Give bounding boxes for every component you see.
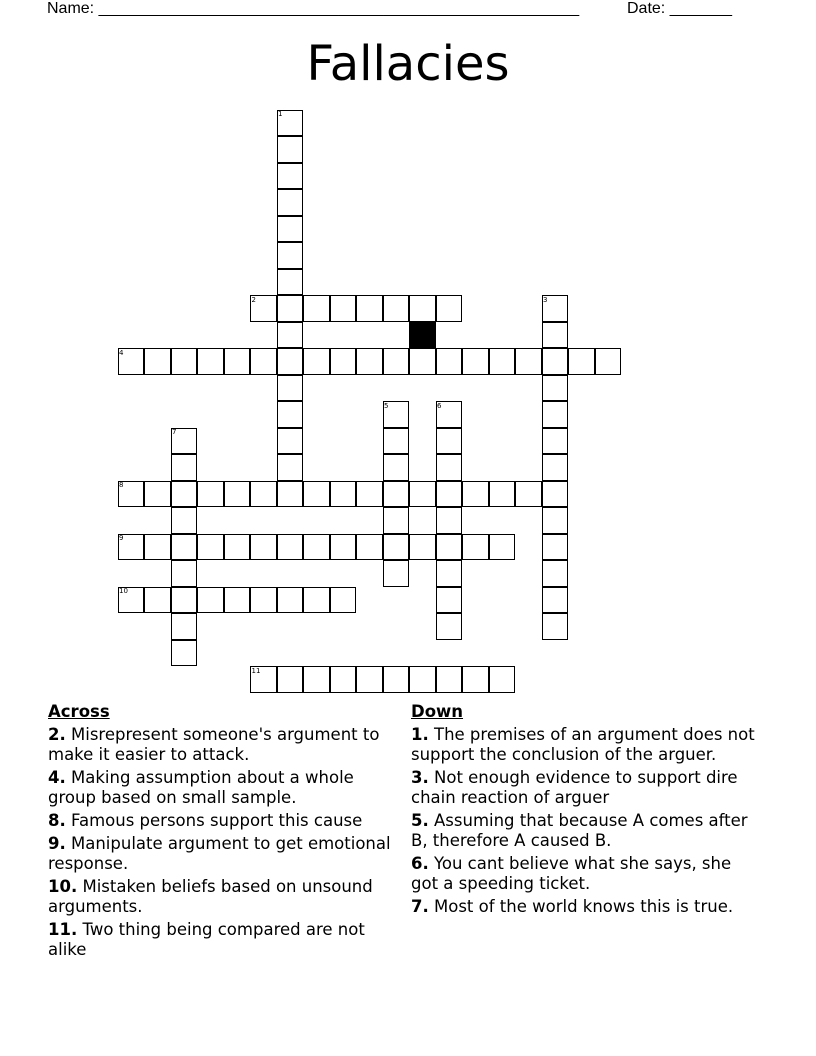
- grid-cell[interactable]: [277, 189, 304, 216]
- grid-cell[interactable]: [171, 348, 198, 375]
- grid-cell[interactable]: [250, 534, 277, 561]
- grid-cell[interactable]: [409, 348, 436, 375]
- grid-cell[interactable]: [250, 481, 277, 508]
- grid-cell[interactable]: [515, 481, 542, 508]
- grid-cell[interactable]: [383, 348, 410, 375]
- grid-cell[interactable]: [171, 454, 198, 481]
- clue-text: Making assumption about a whole group based on small sample.: [48, 768, 354, 807]
- grid-cell[interactable]: [409, 481, 436, 508]
- down-clues: [411, 702, 756, 920]
- grid-cell[interactable]: [356, 295, 383, 322]
- grid-cell[interactable]: [197, 348, 224, 375]
- page-title: Fallacies: [306, 36, 510, 92]
- grid-cell[interactable]: [383, 481, 410, 508]
- grid-cell[interactable]: [436, 666, 463, 693]
- grid-cell[interactable]: [489, 666, 516, 693]
- grid-cell[interactable]: [171, 534, 198, 561]
- grid-cell[interactable]: [462, 534, 489, 561]
- clue-text: Manipulate argument to get emotional response.: [48, 834, 391, 873]
- grid-cell[interactable]: [356, 481, 383, 508]
- clue-number: 1.: [411, 725, 429, 744]
- clue-number: 4.: [48, 768, 66, 787]
- grid-cell[interactable]: [224, 587, 251, 614]
- clue-number-label: 10: [119, 587, 128, 595]
- grid-cell[interactable]: [542, 587, 569, 614]
- grid-cell[interactable]: [171, 640, 198, 667]
- grid-cell[interactable]: [277, 242, 304, 269]
- grid-cell[interactable]: [197, 534, 224, 561]
- grid-cell[interactable]: [436, 587, 463, 614]
- clue-number-label: 7: [172, 428, 177, 436]
- across-clue: [48, 920, 398, 960]
- grid-cell[interactable]: [277, 481, 304, 508]
- grid-cell[interactable]: [489, 348, 516, 375]
- grid-cell[interactable]: [277, 666, 304, 693]
- grid-cell[interactable]: [144, 534, 171, 561]
- across-heading: Across: [48, 702, 110, 721]
- clue-number-label: 9: [119, 534, 124, 542]
- name-field-label: Name: ______________________________________________________: [47, 0, 580, 17]
- across-clue: [48, 725, 398, 765]
- grid-cell[interactable]: [356, 534, 383, 561]
- clue-number: 10.: [48, 877, 78, 896]
- grid-cell[interactable]: [436, 560, 463, 587]
- grid-cell[interactable]: [171, 481, 198, 508]
- across-clues: [48, 702, 398, 963]
- grid-cell[interactable]: [277, 375, 304, 402]
- grid-cell[interactable]: [436, 428, 463, 455]
- grid-cell[interactable]: [277, 163, 304, 190]
- across-clue: [48, 834, 398, 874]
- down-clue: [411, 768, 756, 808]
- grid-cell[interactable]: [277, 348, 304, 375]
- clue-number: 6.: [411, 854, 429, 873]
- clue-number: 2.: [48, 725, 66, 744]
- grid-cell[interactable]: [356, 348, 383, 375]
- across-clue: [48, 877, 398, 917]
- grid-cell[interactable]: [462, 666, 489, 693]
- across-clue: [48, 811, 398, 831]
- clue-number: 11.: [48, 920, 78, 939]
- black-square: [409, 322, 436, 349]
- clue-text: Famous persons support this cause: [71, 811, 363, 830]
- clue-text: Assuming that because A comes after B, therefore A caused B.: [411, 811, 748, 850]
- grid-cell[interactable]: [542, 348, 569, 375]
- clue-number-label: 2: [251, 295, 256, 304]
- grid-cell[interactable]: [515, 348, 542, 375]
- clue-number: 9.: [48, 834, 66, 853]
- grid-cell[interactable]: [250, 348, 277, 375]
- grid-cell[interactable]: [224, 534, 251, 561]
- grid-cell[interactable]: [409, 295, 436, 322]
- grid-cell[interactable]: [303, 587, 330, 614]
- grid-cell[interactable]: [542, 322, 569, 349]
- grid-cell[interactable]: [542, 481, 569, 508]
- clue-text: Most of the world knows this is true.: [434, 897, 734, 916]
- grid-cell[interactable]: [171, 613, 198, 640]
- across-clue: [48, 768, 398, 808]
- clue-number: 5.: [411, 811, 429, 830]
- grid-cell[interactable]: [383, 560, 410, 587]
- grid-cell[interactable]: [303, 534, 330, 561]
- grid-cell[interactable]: [277, 428, 304, 455]
- grid-cell[interactable]: [542, 428, 569, 455]
- clue-text: You cant believe what she says, she got a speeding ticket.: [411, 854, 732, 893]
- clue-number-label: 5: [384, 401, 389, 410]
- grid-cell[interactable]: [489, 481, 516, 508]
- grid-cell[interactable]: [171, 587, 198, 614]
- grid-cell[interactable]: [436, 295, 463, 322]
- grid-cell[interactable]: [277, 534, 304, 561]
- grid-cell[interactable]: [224, 481, 251, 508]
- grid-cell[interactable]: [436, 613, 463, 640]
- clue-number: 3.: [411, 768, 429, 787]
- grid-cell[interactable]: [436, 454, 463, 481]
- grid-cell[interactable]: [330, 348, 357, 375]
- grid-cell[interactable]: [436, 481, 463, 508]
- grid-cell[interactable]: [436, 348, 463, 375]
- grid-cell[interactable]: [356, 666, 383, 693]
- grid-cell[interactable]: [542, 507, 569, 534]
- grid-cell[interactable]: [383, 507, 410, 534]
- grid-cell[interactable]: [542, 534, 569, 561]
- grid-cell[interactable]: [330, 295, 357, 322]
- grid-cell[interactable]: [197, 587, 224, 614]
- grid-cell[interactable]: [277, 322, 304, 349]
- grid-cell[interactable]: [462, 481, 489, 508]
- grid-cell[interactable]: [436, 534, 463, 561]
- grid-cell[interactable]: [224, 348, 251, 375]
- clue-text: Not enough evidence to support dire chain reaction of arguer: [411, 768, 738, 807]
- grid-cell[interactable]: [383, 666, 410, 693]
- grid-cell[interactable]: [277, 269, 304, 296]
- grid-cell[interactable]: [542, 401, 569, 428]
- grid-cell[interactable]: [383, 454, 410, 481]
- clue-number-label: 3: [543, 295, 548, 304]
- clue-number-label: 1: [278, 110, 283, 118]
- grid-cell[interactable]: [277, 587, 304, 614]
- grid-cell[interactable]: [595, 348, 622, 375]
- down-clue: [411, 897, 756, 917]
- grid-cell[interactable]: [250, 587, 277, 614]
- clue-number: 8.: [48, 811, 66, 830]
- down-clue: [411, 725, 756, 765]
- clue-text: Misrepresent someone's argument to make it easier to attack.: [48, 725, 380, 764]
- clue-text: Two thing being compared are not alike: [48, 920, 365, 959]
- down-clue: [411, 854, 756, 894]
- grid-cell[interactable]: [542, 454, 569, 481]
- grid-cell[interactable]: [330, 481, 357, 508]
- date-field-label: Date: _______: [627, 0, 732, 17]
- clue-number-label: 11: [251, 666, 261, 675]
- clue-number-label: 6: [437, 401, 442, 410]
- grid-cell[interactable]: [383, 534, 410, 561]
- grid-cell[interactable]: [277, 454, 304, 481]
- grid-cell[interactable]: [542, 613, 569, 640]
- grid-cell[interactable]: [542, 560, 569, 587]
- grid-cell[interactable]: [303, 348, 330, 375]
- grid-cell[interactable]: [409, 534, 436, 561]
- grid-cell[interactable]: [277, 216, 304, 243]
- grid-cell[interactable]: [542, 375, 569, 402]
- grid-cell[interactable]: [144, 587, 171, 614]
- grid-cell[interactable]: [383, 428, 410, 455]
- grid-cell[interactable]: [277, 401, 304, 428]
- clue-number: 7.: [411, 897, 429, 916]
- grid-cell[interactable]: [171, 560, 198, 587]
- grid-cell[interactable]: [330, 666, 357, 693]
- grid-cell[interactable]: [568, 348, 595, 375]
- grid-cell[interactable]: [277, 295, 304, 322]
- grid-cell[interactable]: [197, 481, 224, 508]
- grid-cell[interactable]: [144, 348, 171, 375]
- clue-text: Mistaken beliefs based on unsound arguments.: [48, 877, 373, 916]
- grid-cell[interactable]: [277, 136, 304, 163]
- down-heading: Down: [411, 702, 464, 721]
- clue-number-label: 4: [119, 348, 124, 357]
- grid-cell[interactable]: [409, 666, 436, 693]
- grid-cell[interactable]: [462, 348, 489, 375]
- grid-cell[interactable]: [303, 666, 330, 693]
- grid-cell[interactable]: [383, 295, 410, 322]
- grid-cell[interactable]: [436, 507, 463, 534]
- grid-cell[interactable]: [303, 295, 330, 322]
- grid-cell[interactable]: [303, 481, 330, 508]
- grid-cell[interactable]: [144, 481, 171, 508]
- grid-cell[interactable]: [330, 534, 357, 561]
- grid-cell[interactable]: [330, 587, 357, 614]
- down-clue: [411, 811, 756, 851]
- grid-cell[interactable]: [489, 534, 516, 561]
- clue-number-label: 8: [119, 481, 124, 489]
- clue-text: The premises of an argument does not support the conclusion of the arguer.: [411, 725, 755, 764]
- grid-cell[interactable]: [171, 507, 198, 534]
